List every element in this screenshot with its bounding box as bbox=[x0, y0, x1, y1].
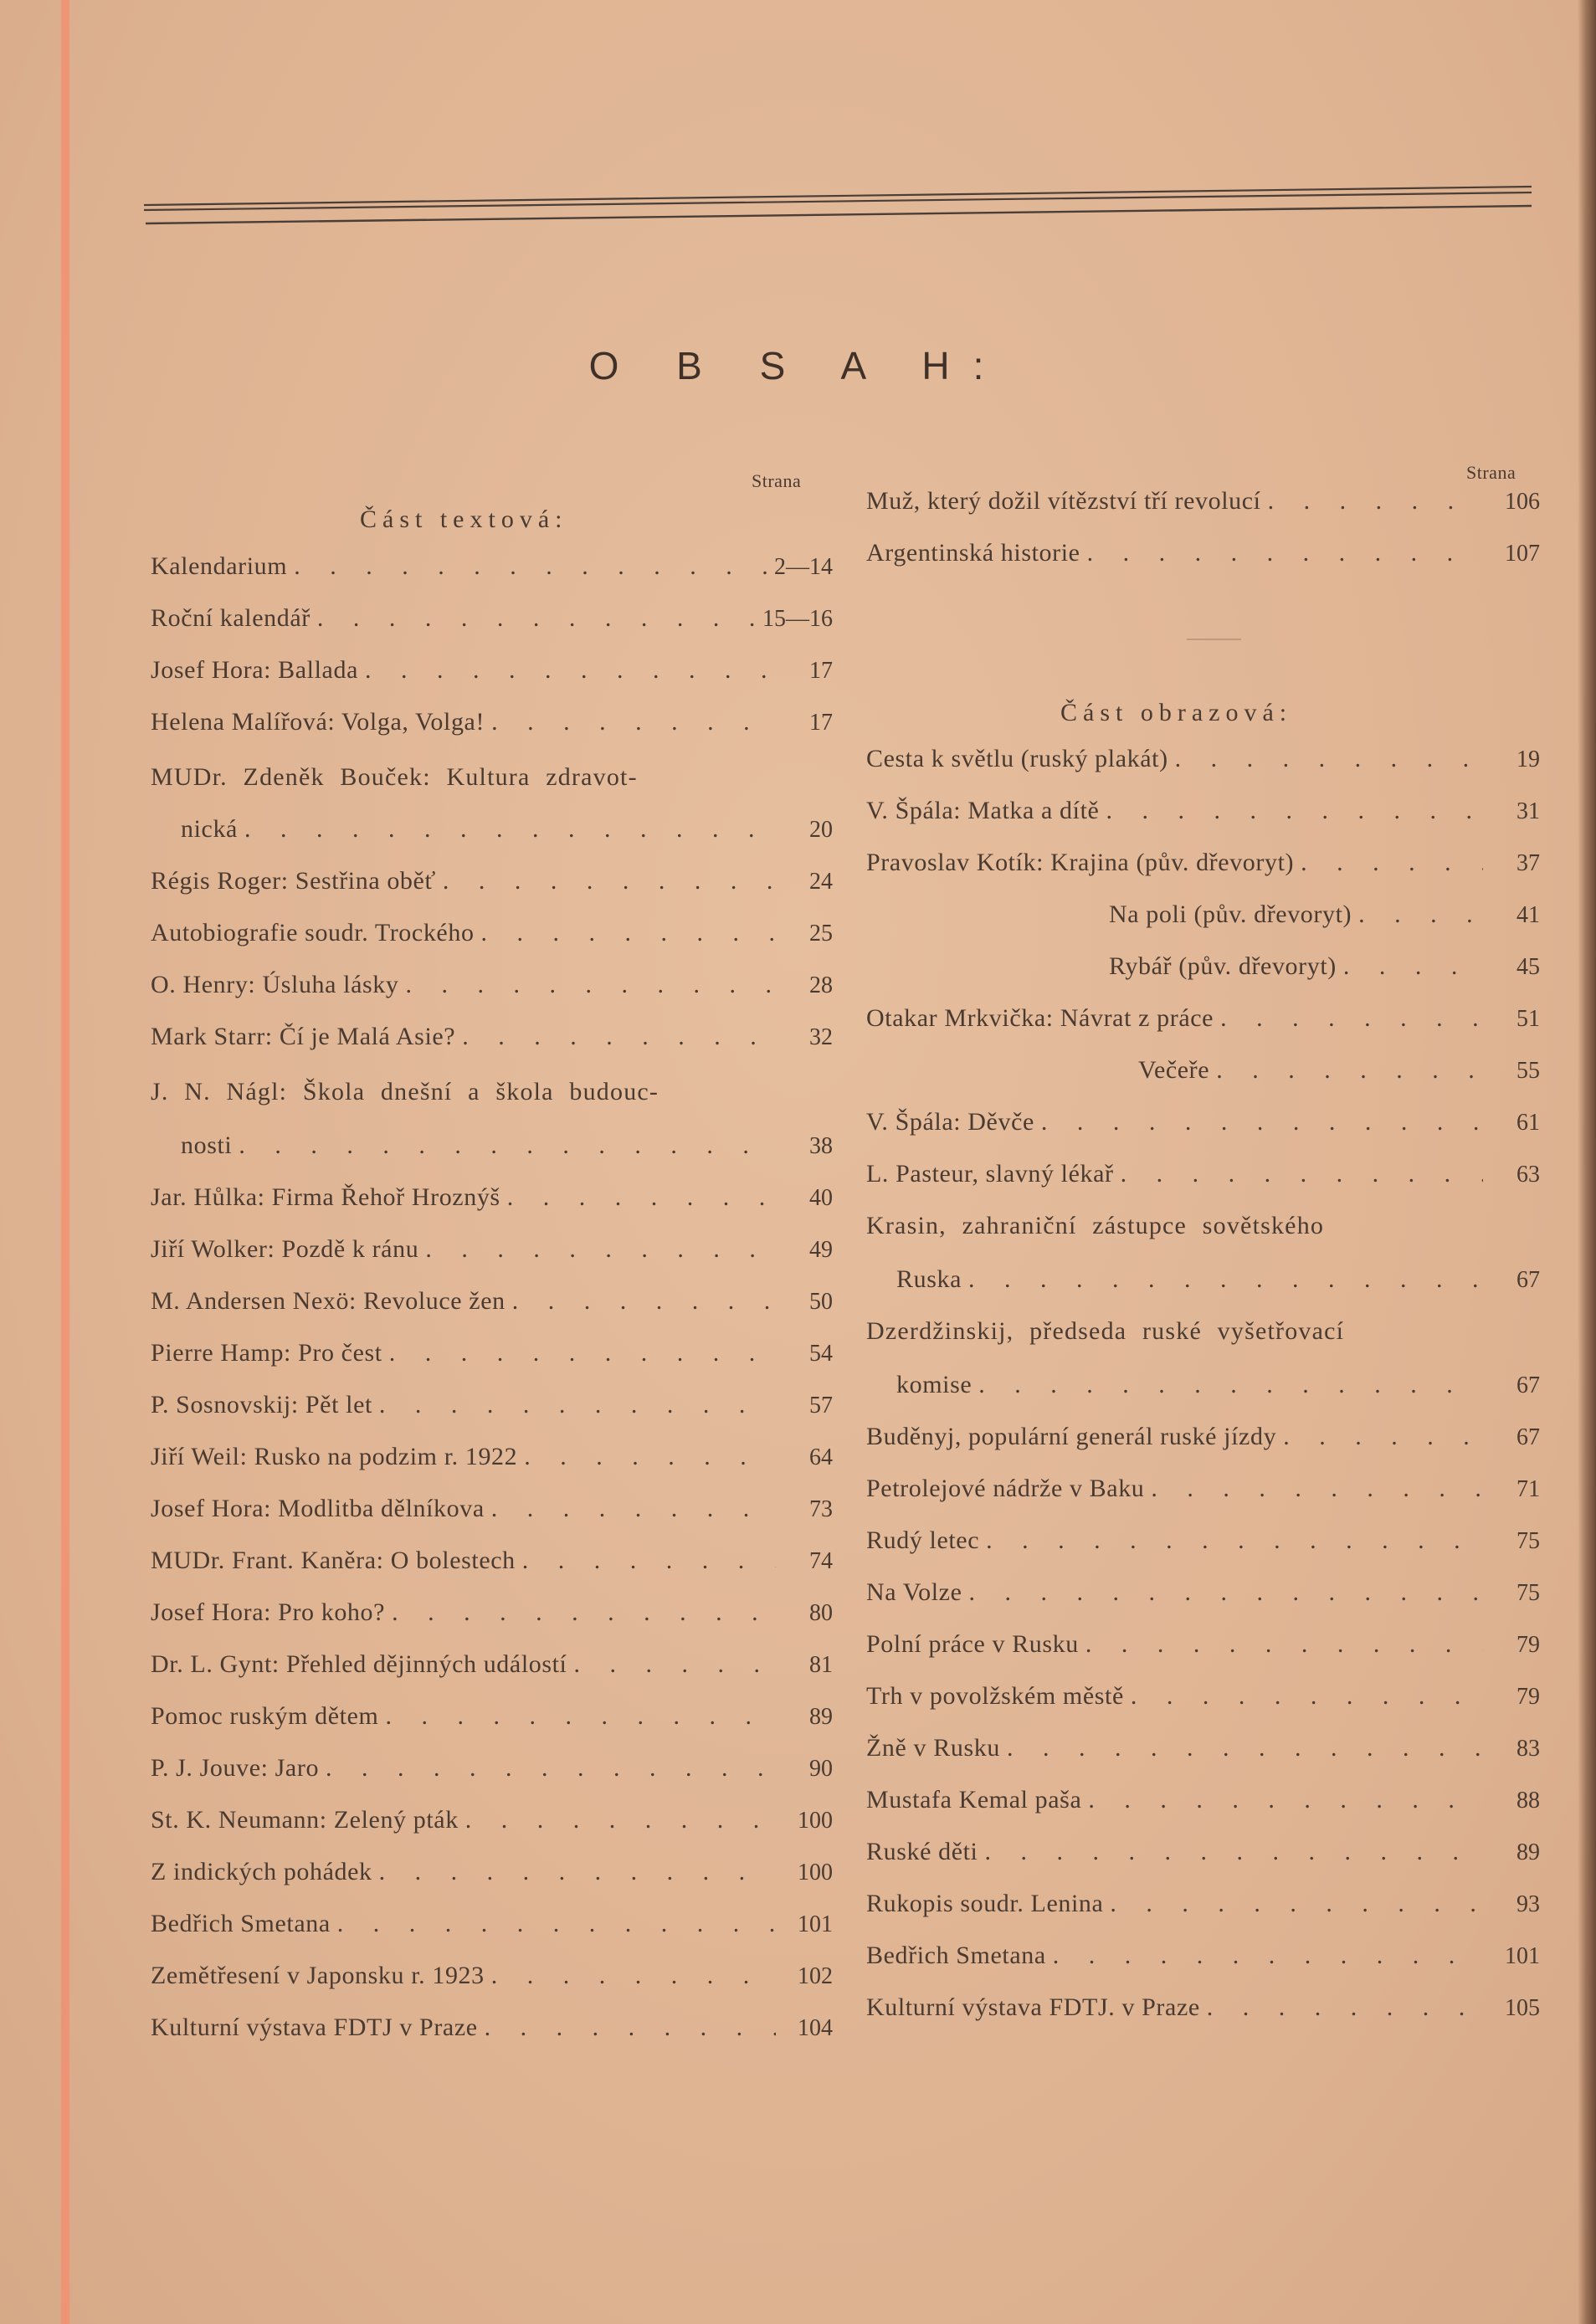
entry-page-number: 90 bbox=[809, 1756, 833, 1782]
dot-leader bbox=[239, 1131, 776, 1160]
entry-title: Otakar Mrkvička: Návrat z práce bbox=[866, 1004, 1214, 1032]
dot-leader bbox=[491, 1962, 776, 1990]
entry-page-number: 79 bbox=[1516, 1684, 1540, 1710]
entry-title: Dr. L. Gynt: Přehled dějinných událostí bbox=[151, 1650, 567, 1678]
dot-leader bbox=[465, 1806, 776, 1834]
entry-title: Na Volze bbox=[866, 1578, 962, 1606]
entry-page-number: 61 bbox=[1516, 1110, 1540, 1136]
entry-page-number: 19 bbox=[1516, 746, 1540, 772]
entry-title: St. K. Neumann: Zelený pták bbox=[151, 1806, 459, 1834]
toc-entry[interactable] bbox=[866, 1786, 1540, 1819]
entry-page-number: 24 bbox=[809, 869, 833, 895]
entry-title: Kulturní výstava FDTJ. v Praze bbox=[866, 1993, 1200, 2021]
toc-entry[interactable] bbox=[151, 867, 833, 900]
entry-title: Bedřich Smetana bbox=[151, 1910, 331, 1937]
toc-entry[interactable] bbox=[151, 656, 833, 690]
toc-entry[interactable] bbox=[151, 1443, 833, 1476]
toc-entry[interactable] bbox=[151, 1702, 833, 1736]
entry-page-number: 38 bbox=[809, 1133, 833, 1159]
dot-leader bbox=[392, 1598, 776, 1627]
entry-title: Večeře bbox=[1138, 1056, 1210, 1084]
toc-entry[interactable] bbox=[866, 1108, 1540, 1141]
entry-page-number: 17 bbox=[809, 710, 833, 736]
dot-leader bbox=[443, 867, 776, 895]
toc-entry[interactable] bbox=[866, 487, 1540, 521]
dot-leader bbox=[337, 1910, 776, 1938]
toc-entry[interactable] bbox=[866, 1838, 1540, 1871]
dot-leader bbox=[389, 1339, 776, 1367]
entry-page-number: 67 bbox=[1516, 1267, 1540, 1293]
entry-page-number: 79 bbox=[1516, 1632, 1540, 1658]
dot-leader bbox=[491, 708, 776, 736]
entry-title: Žně v Rusku bbox=[866, 1734, 1000, 1762]
entry-page-number: 75 bbox=[1516, 1528, 1540, 1554]
entry-title: Krasin, zahraniční zástupce sovětského bbox=[866, 1212, 1325, 1239]
toc-entry[interactable] bbox=[151, 815, 833, 849]
dot-leader bbox=[522, 1547, 776, 1575]
entry-page-number: 88 bbox=[1516, 1788, 1540, 1814]
entry-page-number: 45 bbox=[1516, 954, 1540, 980]
entry-title: O. Henry: Úsluha lásky bbox=[151, 971, 399, 998]
entry-page-number: 2—14 bbox=[774, 554, 833, 580]
toc-entry[interactable] bbox=[151, 552, 833, 586]
dot-leader bbox=[1106, 797, 1483, 825]
dot-leader bbox=[1220, 1004, 1483, 1033]
entry-title: Bedřich Smetana bbox=[866, 1942, 1046, 1969]
toc-entry[interactable] bbox=[866, 1423, 1540, 1456]
dot-leader bbox=[379, 1858, 776, 1886]
entry-page-number: 63 bbox=[1516, 1162, 1540, 1188]
entry-title: Pierre Hamp: Pro čest bbox=[151, 1339, 382, 1367]
dot-leader bbox=[1358, 900, 1483, 929]
dot-leader bbox=[385, 1702, 776, 1731]
dot-leader bbox=[1087, 539, 1483, 567]
entry-title: Ruské děti bbox=[866, 1838, 978, 1865]
entry-title: Kulturní výstava FDTJ v Praze bbox=[151, 2014, 478, 2041]
dot-leader bbox=[1131, 1682, 1483, 1711]
section-heading-images: Část obrazová: bbox=[1060, 699, 1293, 726]
toc-entry[interactable] bbox=[866, 1630, 1540, 1664]
entry-page-number: 100 bbox=[798, 1860, 833, 1885]
entry-title: Jar. Hůlka: Firma Řehoř Hroznýš bbox=[151, 1183, 500, 1211]
toc-entry[interactable] bbox=[151, 1183, 833, 1217]
toc-entry[interactable] bbox=[866, 539, 1540, 572]
entry-page-number: 41 bbox=[1516, 902, 1540, 928]
entry-title: Jiří Weil: Rusko na podzim r. 1922 bbox=[151, 1443, 518, 1470]
dot-leader bbox=[1175, 745, 1483, 773]
dot-leader bbox=[1110, 1890, 1483, 1918]
toc-entry[interactable] bbox=[866, 745, 1540, 778]
section-heading-text: Část textová: bbox=[360, 505, 568, 533]
toc-entry[interactable] bbox=[151, 1858, 833, 1891]
entry-page-number: 67 bbox=[1516, 1424, 1540, 1450]
entry-title: Josef Hora: Ballada bbox=[151, 656, 358, 684]
toc-entry[interactable] bbox=[866, 849, 1540, 882]
entry-page-number: 93 bbox=[1516, 1891, 1540, 1917]
toc-entry[interactable] bbox=[866, 1004, 1540, 1038]
toc-entry[interactable] bbox=[866, 1160, 1540, 1193]
toc-entry[interactable] bbox=[866, 1265, 1540, 1299]
entry-title: Trh v povolžském městě bbox=[866, 1682, 1124, 1710]
dot-leader bbox=[1088, 1786, 1483, 1814]
entry-title: V. Špála: Děvče bbox=[866, 1108, 1034, 1136]
entry-page-number: 17 bbox=[809, 658, 833, 684]
entry-page-number: 89 bbox=[809, 1704, 833, 1730]
entry-page-number: 40 bbox=[809, 1185, 833, 1211]
toc-entry[interactable] bbox=[151, 708, 833, 741]
entry-title: P. Sosnovskij: Pět let bbox=[151, 1391, 372, 1419]
entry-title: Dzerdžinskij, předseda ruské vyšetřovací bbox=[866, 1317, 1345, 1345]
dot-leader bbox=[365, 656, 776, 685]
page-title: O B S A H: bbox=[588, 344, 1008, 387]
dot-leader bbox=[1121, 1160, 1483, 1188]
entry-page-number: 100 bbox=[798, 1808, 833, 1834]
dot-leader bbox=[574, 1650, 777, 1679]
entry-page-number: 81 bbox=[809, 1652, 833, 1678]
entry-page-number: 104 bbox=[798, 2015, 833, 2041]
entry-page-number: 75 bbox=[1516, 1580, 1540, 1606]
dot-leader bbox=[379, 1391, 776, 1419]
toc-entry[interactable] bbox=[866, 1317, 1540, 1351]
entry-title: Rukopis soudr. Lenina bbox=[866, 1890, 1104, 1917]
toc-entry[interactable] bbox=[151, 1910, 833, 1943]
toc-entry[interactable] bbox=[151, 1495, 833, 1528]
dot-leader bbox=[485, 2014, 776, 2042]
entry-title: Cesta k světlu (ruský plakát) bbox=[866, 745, 1168, 772]
entry-page-number: 73 bbox=[809, 1496, 833, 1522]
toc-entry[interactable] bbox=[151, 1806, 833, 1839]
entry-page-number: 32 bbox=[809, 1024, 833, 1050]
entry-page-number: 25 bbox=[809, 921, 833, 947]
entry-title: Z indických pohádek bbox=[151, 1858, 372, 1885]
entry-page-number: 71 bbox=[1516, 1476, 1540, 1502]
toc-entry[interactable] bbox=[866, 1993, 1540, 2027]
toc-entry[interactable] bbox=[866, 1578, 1540, 1612]
toc-entry[interactable] bbox=[866, 1682, 1540, 1716]
dot-leader bbox=[481, 919, 776, 947]
entry-page-number: 50 bbox=[809, 1289, 833, 1315]
entry-page-number: 64 bbox=[809, 1444, 833, 1470]
entry-title: Rudý letec bbox=[866, 1526, 980, 1554]
dot-leader bbox=[425, 1235, 776, 1264]
entry-title: Muž, který dožil vítězství tří revolucí bbox=[866, 487, 1261, 515]
entry-title: Pravoslav Kotík: Krajina (pův. dřevoryt) bbox=[866, 849, 1295, 876]
entry-title: J. N. Nágl: Škola dnešní a škola budouc- bbox=[151, 1078, 659, 1106]
toc-entry[interactable] bbox=[866, 1734, 1540, 1767]
dot-leader bbox=[524, 1443, 776, 1471]
toc-entry[interactable] bbox=[866, 900, 1540, 934]
dot-leader bbox=[1151, 1475, 1483, 1503]
page-column-label: Strana bbox=[752, 470, 802, 491]
dot-leader bbox=[969, 1578, 1483, 1607]
entry-title: Petrolejové nádrže v Baku bbox=[866, 1475, 1145, 1502]
entry-page-number: 101 bbox=[1505, 1943, 1540, 1969]
dot-leader bbox=[244, 815, 776, 844]
dot-leader bbox=[968, 1265, 1483, 1294]
page-column-label: Strana bbox=[1466, 462, 1516, 483]
entry-title: Na poli (pův. dřevoryt) bbox=[1109, 900, 1352, 928]
toc-entry[interactable] bbox=[151, 1962, 833, 1995]
entry-title: Jiří Wolker: Pozdě k ránu bbox=[151, 1235, 419, 1263]
entry-title: Helena Malířová: Volga, Volga! bbox=[151, 708, 485, 736]
dot-leader bbox=[1301, 849, 1483, 877]
entry-title: Buděnyj, populární generál ruské jízdy bbox=[866, 1423, 1277, 1450]
dot-leader bbox=[1268, 487, 1483, 516]
dot-leader bbox=[294, 552, 767, 581]
toc-entry[interactable] bbox=[866, 1890, 1540, 1923]
entry-page-number: 51 bbox=[1516, 1006, 1540, 1032]
toc-entry[interactable] bbox=[866, 1475, 1540, 1508]
entry-title: MUDr. Zdeněk Bouček: Kultura zdravot- bbox=[151, 763, 638, 791]
entry-title: Rybář (pův. dřevoryt) bbox=[1109, 952, 1337, 980]
entry-page-number: 49 bbox=[809, 1237, 833, 1263]
entry-title: Josef Hora: Modlitba dělníkova bbox=[151, 1495, 485, 1522]
dot-leader bbox=[1343, 952, 1483, 981]
dot-leader bbox=[1007, 1734, 1483, 1762]
entry-page-number: 105 bbox=[1505, 1995, 1540, 2021]
toc-entry[interactable] bbox=[151, 1078, 833, 1111]
toc-entry[interactable] bbox=[866, 952, 1540, 986]
entry-title: Pomoc ruským dětem bbox=[151, 1702, 379, 1730]
entry-title: MUDr. Frant. Kaněra: O bolestech bbox=[151, 1547, 516, 1574]
toc-entry[interactable] bbox=[151, 1235, 833, 1269]
entry-page-number: 80 bbox=[809, 1600, 833, 1626]
entry-page-number: 74 bbox=[809, 1548, 833, 1574]
toc-entry[interactable] bbox=[151, 919, 833, 952]
toc-entry[interactable] bbox=[151, 1131, 833, 1165]
dot-leader bbox=[1041, 1108, 1483, 1136]
entry-title: Mark Starr: Čí je Malá Asie? bbox=[151, 1023, 456, 1050]
dot-leader bbox=[986, 1526, 1483, 1555]
dot-leader bbox=[491, 1495, 776, 1523]
dot-leader bbox=[462, 1023, 776, 1051]
dot-leader bbox=[1283, 1423, 1483, 1451]
entry-title: Kalendarium bbox=[151, 552, 288, 580]
entry-title: nosti bbox=[181, 1131, 233, 1159]
entry-title: Ruska bbox=[896, 1265, 962, 1293]
toc-entry[interactable] bbox=[151, 2014, 833, 2047]
toc-entry[interactable] bbox=[151, 1547, 833, 1580]
entry-page-number: 102 bbox=[798, 1963, 833, 1989]
toc-entry[interactable] bbox=[151, 1391, 833, 1424]
entry-page-number: 20 bbox=[809, 817, 833, 843]
dot-leader bbox=[1085, 1630, 1483, 1659]
dot-leader bbox=[985, 1838, 1484, 1866]
entry-title: Régis Roger: Sestřina oběť bbox=[151, 867, 436, 895]
entry-page-number: 15—16 bbox=[762, 606, 833, 632]
entry-page-number: 57 bbox=[809, 1393, 833, 1419]
entry-title: Zemětřesení v Japonsku r. 1923 bbox=[151, 1962, 485, 1989]
entry-page-number: 28 bbox=[809, 972, 833, 998]
toc-entry[interactable] bbox=[151, 1598, 833, 1632]
entry-title: Autobiografie soudr. Trockého bbox=[151, 919, 475, 947]
entry-title: Argentinská historie bbox=[866, 539, 1080, 567]
entry-page-number: 101 bbox=[798, 1911, 833, 1937]
toc-entry[interactable] bbox=[151, 1339, 833, 1372]
toc-entry[interactable] bbox=[151, 1754, 833, 1788]
entry-page-number: 55 bbox=[1516, 1058, 1540, 1084]
toc-entry[interactable] bbox=[151, 971, 833, 1004]
toc-entry[interactable] bbox=[866, 1942, 1540, 1975]
entry-title: Roční kalendář bbox=[151, 604, 310, 632]
entry-title: L. Pasteur, slavný lékař bbox=[866, 1160, 1114, 1188]
entry-title: Josef Hora: Pro koho? bbox=[151, 1598, 386, 1626]
entry-page-number: 107 bbox=[1505, 541, 1540, 567]
dot-leader bbox=[512, 1287, 776, 1316]
toc-entry[interactable] bbox=[151, 1023, 833, 1056]
dot-leader bbox=[1216, 1056, 1483, 1085]
toc-entry[interactable] bbox=[866, 1056, 1540, 1090]
entry-page-number: 37 bbox=[1516, 850, 1540, 876]
entry-title: Polní práce v Rusku bbox=[866, 1630, 1079, 1658]
entry-page-number: 83 bbox=[1516, 1736, 1540, 1762]
entry-page-number: 67 bbox=[1516, 1372, 1540, 1398]
entry-title: komise bbox=[896, 1371, 972, 1398]
entry-page-number: 54 bbox=[809, 1341, 833, 1367]
decorative-top-rules bbox=[144, 182, 1532, 233]
dot-leader bbox=[1207, 1993, 1483, 2022]
entry-page-number: 89 bbox=[1516, 1839, 1540, 1865]
toc-entry[interactable] bbox=[866, 1526, 1540, 1560]
toc-entry[interactable] bbox=[151, 604, 833, 638]
dot-leader bbox=[978, 1371, 1483, 1399]
entry-title: V. Špála: Matka a dítě bbox=[866, 797, 1100, 824]
toc-entry[interactable] bbox=[151, 1650, 833, 1684]
entry-page-number: 106 bbox=[1505, 489, 1540, 515]
toc-entry[interactable] bbox=[151, 1287, 833, 1321]
toc-entry[interactable] bbox=[151, 763, 833, 797]
section-divider bbox=[1187, 639, 1241, 640]
toc-entry[interactable] bbox=[866, 1371, 1540, 1404]
entry-page-number: 31 bbox=[1516, 798, 1540, 824]
dot-leader bbox=[317, 604, 756, 633]
dot-leader bbox=[326, 1754, 776, 1783]
dot-leader bbox=[507, 1183, 776, 1212]
entry-title: nická bbox=[181, 815, 238, 843]
entry-title: P. J. Jouve: Jaro bbox=[151, 1754, 320, 1782]
dot-leader bbox=[1053, 1942, 1483, 1970]
entry-title: M. Andersen Nexö: Revoluce žen bbox=[151, 1287, 505, 1315]
entry-title: Mustafa Kemal paša bbox=[866, 1786, 1082, 1814]
dot-leader bbox=[406, 971, 777, 999]
toc-entry[interactable] bbox=[866, 1212, 1540, 1245]
toc-entry[interactable] bbox=[866, 797, 1540, 830]
